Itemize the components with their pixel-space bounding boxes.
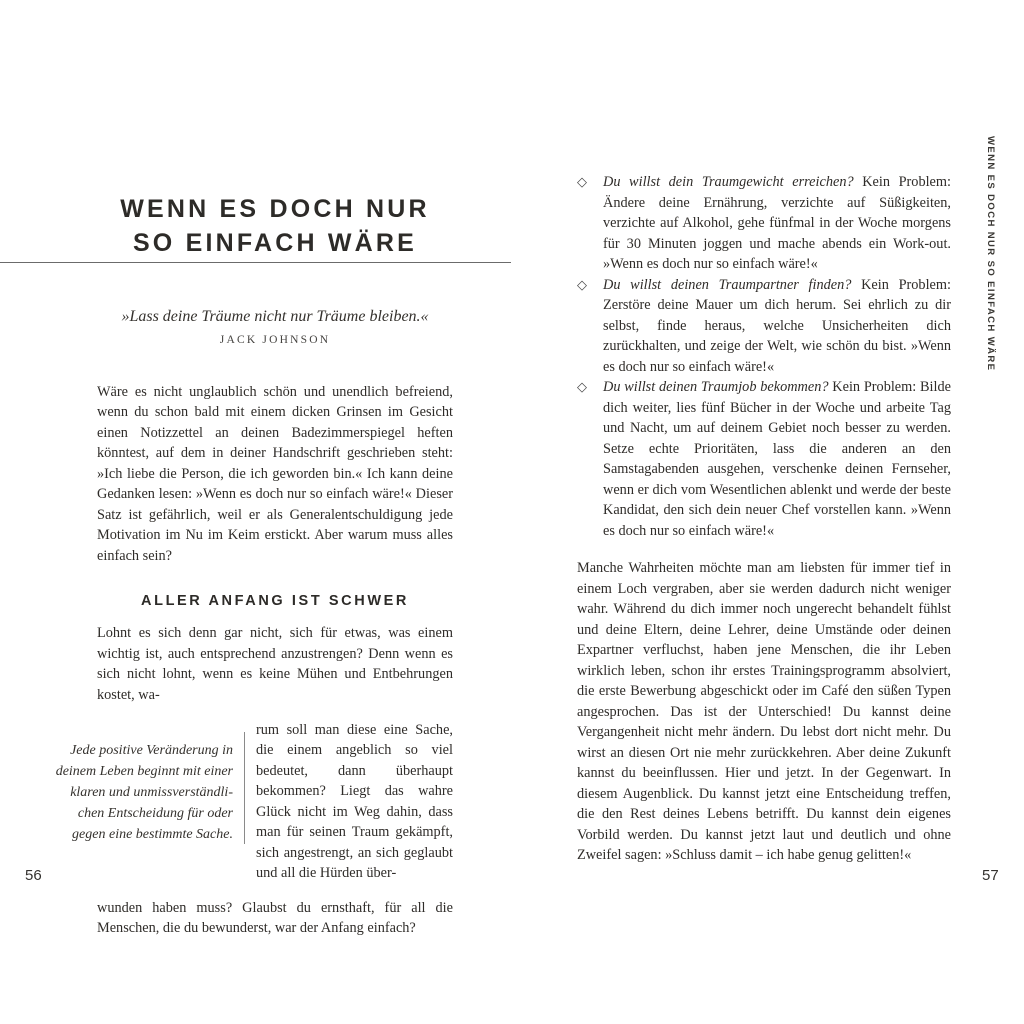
left-page [55,175,453,953]
chapter-title-line1: WENN ES DOCH NUR [120,194,430,223]
bullet-lead-question: Du willst deinen Traumjob bekommen? [603,379,829,395]
body-paragraph-2-beside: rum soll man diese eine Sache, die einem angeblich so viel bedeutet, dann überhaupt bekommen? Liegt das wahre Glück nicht im Weg dahin, dass man für seinen Traum gekämpft, sich angestrengt, an sich geglaubt und all die Hürden über- [256,721,453,882]
epigraph-quote: »Lass deine Träume nicht nur Träume bleiben.« [121,307,429,325]
page-number-right: 57 [982,867,999,884]
diamond-bullet-icon: ◇ [577,174,587,189]
diamond-bullet-icon: ◇ [577,276,587,292]
diamond-bullet-icon: ◇ [577,379,587,394]
bullet-lead-question: Du willst deinen Traumpartner finden? [603,276,852,293]
bullet-body: Kein Problem: Zerstöre deine Mauer um dich herum. Sei ehrlich zu dir selbst, finde heraus, welche Unsicherheiten dich zurückhalten, und zeige der Welt, wie schön du bist. »Wenn es doch nur so einfach wäre!« [603,276,951,375]
list-item [577,377,951,541]
pull-quote-line: klaren und unmissverständli- [70,784,233,800]
list-item [577,172,951,275]
list-item [577,275,951,378]
margin-chapter-title: WENN ES DOCH NUR SO EINFACH WÄRE [985,136,996,372]
main-paragraph: Manche Wahrheiten möchte man am liebsten für immer tief in einem Loch vergraben, aber sie werden dadurch nicht weniger wahr. Während du dich immer noch ungerecht behandelt fühlst und deine Eltern, deine Lehrer, deine Umstände oder deinen Expartner verfluchst, haben jene Menschen, die ihr Leben wirklich leben, schon ihr erstes Trainingsprogramm absolviert, die erste Bewerbung abgeschickt oder im Café den süßen Typen angesprochen. Das ist der Unterschied! Du kannst deine Vergangenheit nicht mehr ändern. Du lebst dort nicht mehr. Du wirst an diesen Ort nie mehr zurückkehren. Aber deine Zukunft kannst du beeinflussen. Hier und jetzt. In der Gegenwart. In diesem Augenblick. Du kannst jetzt eine Entscheidung treffen, die den Rest deines Lebens betrifft. Du kannst dein eigenes Vorbild werden. Du kannst jetzt laut und deutlich und ohne Zweifel sagen: »Schluss damit – ich habe genug gelitten!« [577,560,951,863]
chapter-title [97,192,453,260]
body-paragraph-2-intro: Lohnt es sich denn gar nicht, sich für etwas, was einem wichtig ist, auch entsprechend anzustrengen? Denn wenn es sich nicht lohnt, wenn es keine Mühen und Entbehrungen kostet, wa- [97,625,453,703]
bullet-text [603,275,951,378]
pull-quote-line: Jede positive Veränderung in [70,742,233,758]
bullet-body: Kein Problem: Bilde dich weiter, lies fünf Bücher in der Woche und arbeite Tag und Nacht, um auf deinem Gebiet noch besser zu werden. Setze echte Prioritäten, lass die anderen an den Samstagabenden ausgehen, verschenke deinen Fernseher, wenn er dich vom Wesentlichen ablenkt und werde der beste Kandidat, den sich dein neuer Chef vorstellen kann. »Wenn es doch nur so einfach wäre!« [603,379,951,539]
pull-quote-divider [244,732,245,844]
pull-quote-row [53,720,453,884]
pull-quote-line: deinem Leben beginnt mit einer [55,763,233,779]
bullet-list [577,172,951,541]
bullet-body: Kein Problem: Ändere deine Ernährung, verzichte auf Süßigkeiten, verzichte auf Alkohol, gehe fünfmal in der Woche morgens für 30 Minuten joggen und mache abends ein Work-out. »Wenn es doch nur so einfach wäre!« [603,174,951,272]
body-paragraph-1: Wäre es nicht unglaublich schön und unendlich befreiend, wenn du schon bald mit einem dicken Grinsen im Gesicht einen Notizzettel an deinen Badezimmerspiegel heften könntest, auf dem in deiner Handschrift geschrieben steht: »Ich liebe die Person, die ich geworden bin.« Ich kann deine Gedanken lesen: »Wenn es doch nur so einfach wäre!« Dieser Satz ist gefährlich, weil er als Generalentschuldigung jede Motivation im Nu im Keim erstickt. Aber warum muss alles einfach sein? [97,383,453,564]
bullet-text [603,172,951,275]
page-number-left: 56 [25,867,42,884]
epigraph-author: JACK JOHNSON [219,333,331,346]
epigraph [97,306,453,346]
bullet-lead-question: Du willst dein Traumgewicht erreichen? [603,174,854,190]
bullet-text [603,377,951,541]
section-heading: ALLER ANFANG IST SCHWER [141,593,409,610]
right-page [577,172,951,880]
pull-quote-line: gegen eine bestimmte Sache. [72,826,233,842]
chapter-title-line2: SO EINFACH WÄRE [132,228,418,257]
pull-quote-line: chen Entscheidung für oder [77,805,233,821]
pull-quote [53,740,233,845]
body-paragraph-2-outro: wunden haben muss? Glaubst du ernsthaft, für all die Menschen, die du bewunderst, war der Anfang einfach? [97,899,453,937]
